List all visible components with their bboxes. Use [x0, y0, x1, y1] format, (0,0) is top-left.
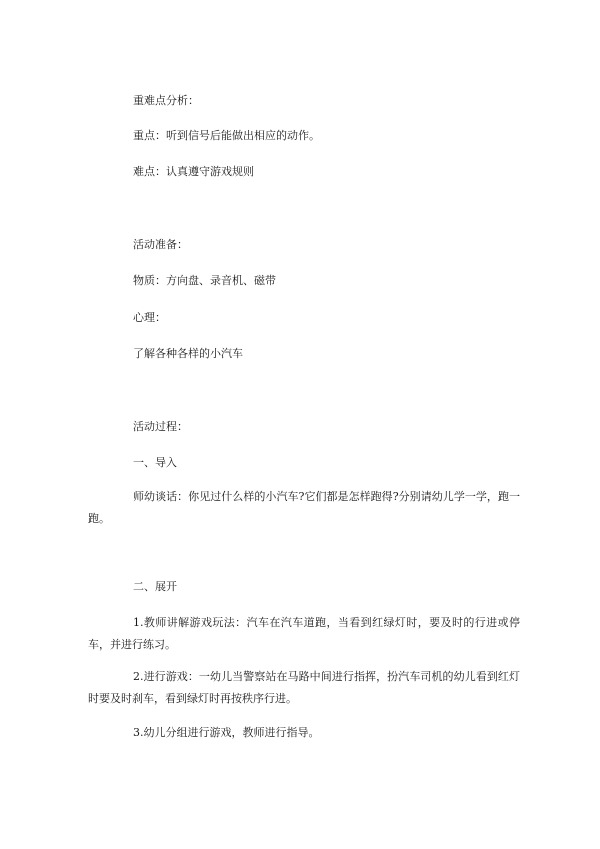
intro-paragraph: 师幼谈话：你见过什么样的小汽车?它们都是怎样跑得?分别请幼儿学一学，跑一跑。 — [88, 490, 520, 525]
process-heading: 活动过程： — [133, 420, 188, 433]
step-2-paragraph: 2.进行游戏：一幼儿当警察站在马路中间进行指挥，扮汽车司机的幼儿看到红灯时要及时刹车，看到绿灯时再按秩序行进。 — [88, 670, 520, 705]
materials-text: 物质：方向盘、录音机、磁带 — [133, 274, 276, 287]
intro-heading: 一、导入 — [133, 456, 177, 469]
step-3-paragraph: 3.幼儿分组进行游戏，教师进行指导。 — [133, 726, 320, 739]
develop-heading: 二、展开 — [133, 580, 177, 593]
psychology-detail-text: 了解各种各样的小汽车 — [133, 347, 243, 360]
difficulty-text: 难点：认真遵守游戏规则 — [133, 165, 254, 178]
psychology-label: 心理： — [133, 311, 166, 324]
analysis-heading: 重难点分析： — [133, 94, 199, 107]
preparation-heading: 活动准备： — [133, 238, 188, 251]
key-point-text: 重点：听到信号后能做出相应的动作。 — [133, 129, 320, 142]
step-1-paragraph: 1.教师讲解游戏玩法：汽车在汽车道跑，当看到红绿灯时，要及时的行进或停车，并进行练习。 — [88, 616, 520, 651]
